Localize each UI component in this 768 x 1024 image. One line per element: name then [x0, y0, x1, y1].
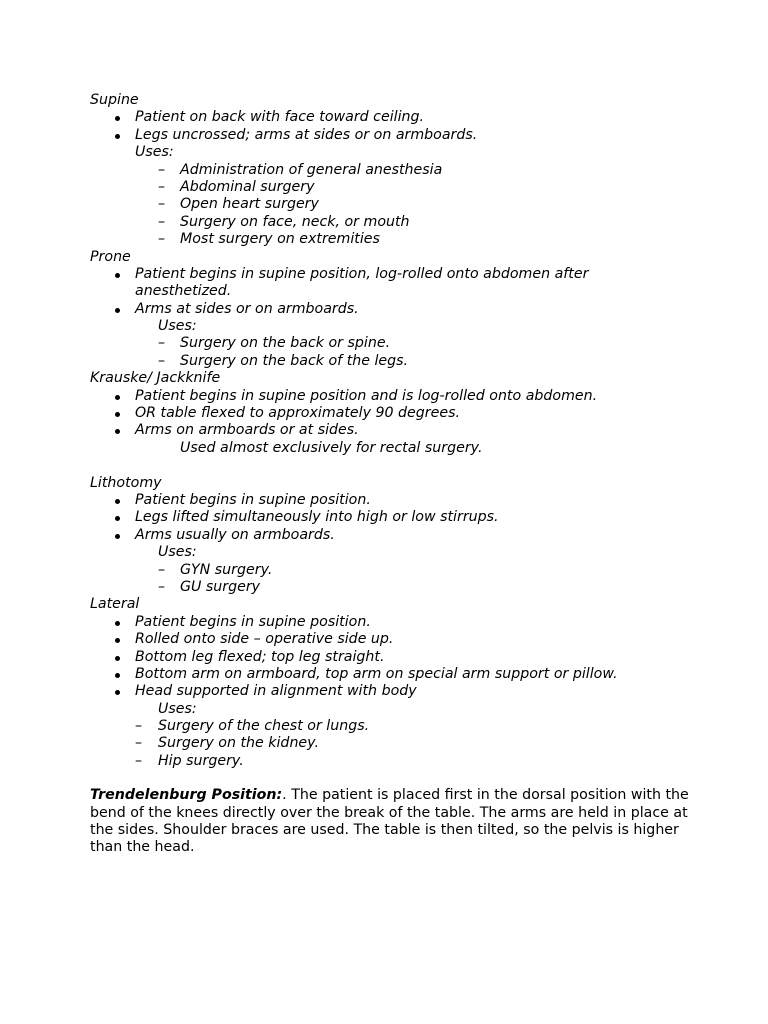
- bullet-icon: [115, 534, 120, 539]
- dash-icon: –: [158, 161, 166, 178]
- bullet-item: Legs uncrossed; arms at sides or on armboards.: [90, 127, 690, 144]
- use-item: – Abdominal surgery: [158, 178, 315, 195]
- use-item: – Hip surgery.: [135, 752, 244, 769]
- bullet-item: OR table flexed to approximately 90 degrees.: [90, 405, 690, 422]
- uses-label: Uses:: [135, 144, 174, 161]
- bullet-item: Patient on back with face toward ceiling.: [90, 109, 690, 126]
- use-item: – Surgery on the kidney.: [135, 735, 319, 752]
- section-heading-lithotomy: Lithotomy: [90, 474, 162, 491]
- section-note: Used almost exclusively for rectal surgery.: [180, 439, 483, 456]
- section-heading-lateral: Lateral: [90, 596, 140, 613]
- dash-icon: –: [158, 231, 166, 248]
- use-item: – Surgery on the back or spine.: [158, 335, 391, 352]
- bullet-icon: [115, 656, 120, 661]
- bullet-icon: [115, 308, 120, 313]
- use-item: – Surgery of the chest or lungs.: [135, 718, 370, 735]
- use-item: – Administration of general anesthesia: [158, 161, 443, 178]
- bullet-icon: [115, 116, 120, 121]
- bullet-icon: [115, 690, 120, 695]
- bullet-icon: [115, 638, 120, 643]
- dash-icon: –: [135, 735, 143, 752]
- dash-icon: –: [158, 196, 166, 213]
- trendelenburg-body: . The patient is placed first in the dorsal position with the bend of the knees directly over the break of the table. The arms are held in place at the sides. Shoulder braces are used. The table is then tilted, so the pelvis is higher than the head.: [90, 787, 689, 856]
- bullet-icon: [115, 412, 120, 417]
- bullet-icon: [115, 621, 120, 626]
- bullet-item: Arms at sides or on armboards.: [90, 301, 690, 318]
- dash-icon: –: [158, 561, 166, 578]
- bullet-icon: [115, 395, 120, 400]
- bullet-icon: [115, 429, 120, 434]
- document-content: [90, 92, 690, 857]
- use-item: – GYN surgery.: [158, 561, 273, 578]
- dash-icon: –: [158, 213, 166, 230]
- use-item: – Surgery on face, neck, or mouth: [158, 213, 410, 230]
- bullet-icon: [115, 516, 120, 521]
- section-heading-supine: Supine: [90, 92, 139, 108]
- use-item: – Open heart surgery: [158, 196, 319, 213]
- use-item: – Surgery on the back of the legs.: [158, 352, 409, 369]
- bullet-icon: [115, 673, 120, 678]
- bullet-item: Patient begins in supine position.: [90, 492, 690, 509]
- trendelenburg-heading: Trendelenburg Position:: [90, 787, 283, 804]
- section-heading-prone: Prone: [90, 248, 131, 265]
- uses-label: Uses:: [158, 700, 197, 717]
- bullet-item: Head supported in alignment with body: [90, 683, 690, 700]
- bullet-item: Arms usually on armboards.: [90, 527, 690, 544]
- bullet-item: Bottom arm on armboard, top arm on special arm support or pillow.: [90, 666, 690, 683]
- bullet-item: Patient begins in supine position.: [90, 614, 690, 631]
- bullet-icon: [115, 499, 120, 504]
- bullet-item: Bottom leg flexed; top leg straight.: [90, 649, 690, 666]
- trendelenburg-paragraph: [90, 787, 690, 857]
- bullet-item: Patient begins in supine position, log-rolled onto abdomen after: [90, 266, 690, 283]
- use-item: – GU surgery: [158, 578, 261, 595]
- bullet-icon: [115, 273, 120, 278]
- bullet-continuation: anesthetized.: [135, 283, 232, 300]
- bullet-icon: [115, 134, 120, 139]
- dash-icon: –: [158, 178, 166, 195]
- dash-icon: –: [135, 718, 143, 735]
- dash-icon: –: [158, 335, 166, 352]
- section-heading-krauske: Krauske/ Jackknife: [90, 370, 221, 387]
- use-item: – Most surgery on extremities: [158, 231, 380, 248]
- dash-icon: –: [158, 578, 166, 595]
- dash-icon: –: [135, 752, 143, 769]
- bullet-item: Rolled onto side – operative side up.: [90, 631, 690, 648]
- dash-icon: –: [158, 352, 166, 369]
- bullet-item: Patient begins in supine position and is log-rolled onto abdomen.: [90, 388, 690, 405]
- uses-label: Uses:: [158, 318, 197, 335]
- bullet-item: Legs lifted simultaneously into high or low stirrups.: [90, 509, 690, 526]
- uses-label: Uses:: [158, 544, 197, 561]
- bullet-item: Arms on armboards or at sides.: [90, 422, 690, 439]
- blank-line: [90, 457, 690, 474]
